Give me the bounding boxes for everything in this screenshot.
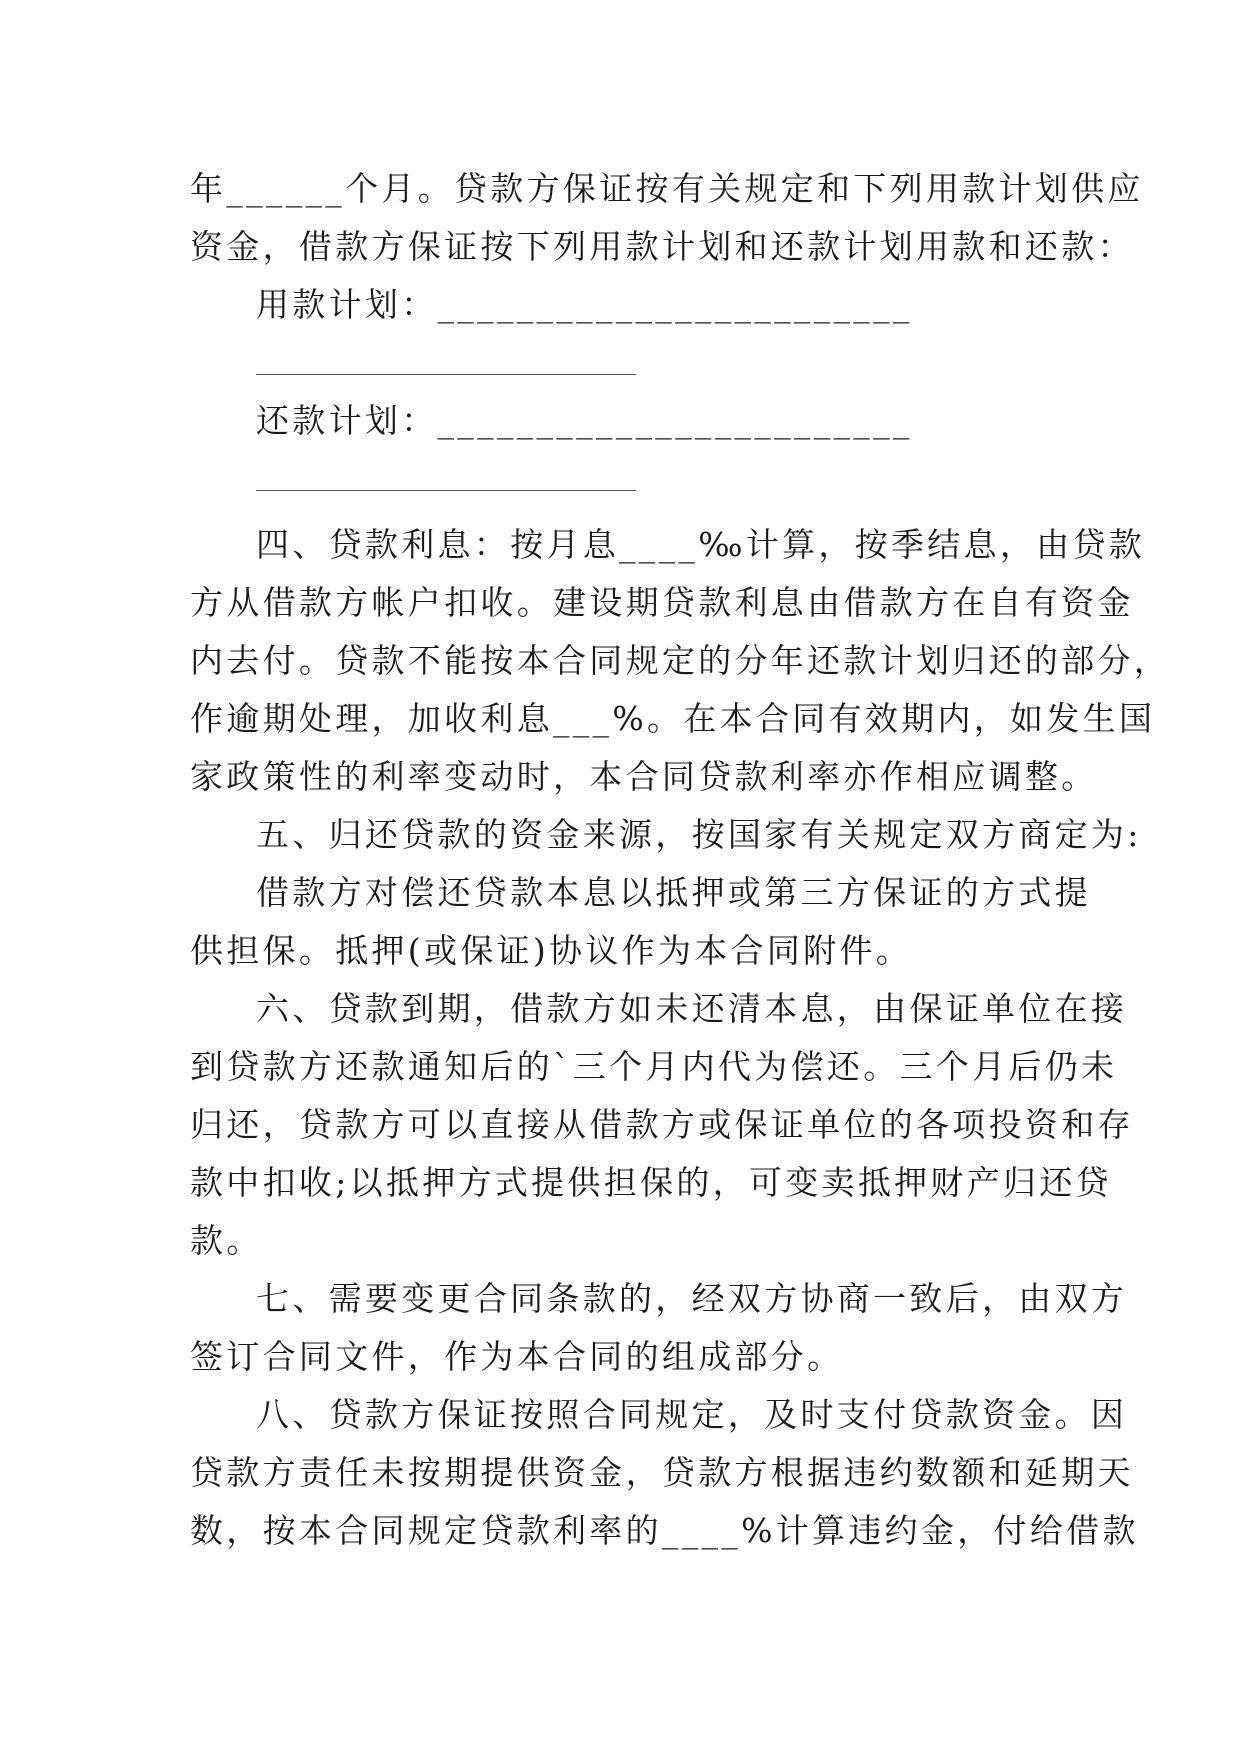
paragraph-line: 资金，借款方保证按下列用款计划和还款计划用款和还款： <box>190 227 1134 266</box>
paragraph-line: 款。 <box>190 1221 263 1260</box>
paragraph-line: 家政策性的利率变动时，本合同贷款利率亦作相应调整。 <box>190 757 1098 796</box>
section-6-line: 六、贷款到期，借款方如未还清本息，由保证单位在接 <box>256 989 1128 1028</box>
fill-in-rule <box>256 490 636 491</box>
paragraph-line: 签订合同文件，作为本合同的组成部分。 <box>190 1337 844 1376</box>
usage-plan-line: 用款计划：________________________ <box>256 285 913 324</box>
paragraph-line: 内去付。贷款不能按本合同规定的分年还款计划归还的部分， <box>190 641 1171 680</box>
spacer <box>190 508 1060 516</box>
paragraph-line: 年______个月。贷款方保证按有关规定和下列用款计划供应 <box>190 169 1144 208</box>
paragraph-line: 借款方对偿还贷款本息以抵押或第三方保证的方式提 <box>256 873 1091 912</box>
paragraph-line: 方从借款方帐户扣收。建设期贷款利息由借款方在自有资金 <box>190 583 1134 622</box>
paragraph-line: 归还，贷款方可以直接从借款方或保证单位的各项投资和存 <box>190 1105 1134 1144</box>
paragraph-line: 款中扣收;以抵押方式提供担保的，可变卖抵押财产归还贷 <box>190 1163 1112 1202</box>
fill-in-rule <box>256 374 636 375</box>
document-body <box>190 160 1171 1560</box>
usage-plan-blank <box>190 334 1060 392</box>
section-5-line: 五、归还贷款的资金来源，按国家有关规定双方商定为: <box>256 815 1142 854</box>
paragraph-line: 到贷款方还款通知后的`三个月内代为偿还。三个月后仍未 <box>190 1047 1118 1086</box>
section-7-line: 七、需要变更合同条款的，经双方协商一致后，由双方 <box>256 1279 1128 1318</box>
paragraph-line: 供担保。抵押(或保证)协议作为本合同附件。 <box>190 931 913 970</box>
paragraph-line: 作逾期处理，加收利息___%。在本合同有效期内，如发生国 <box>190 699 1156 738</box>
repayment-plan-line: 还款计划：________________________ <box>256 401 913 440</box>
section-8-line: 八、贷款方保证按照合同规定，及时支付贷款资金。因 <box>256 1395 1128 1434</box>
paragraph-line: 数，按本合同规定贷款利率的____%计算违约金，付给借款 <box>190 1511 1139 1550</box>
paragraph-line: 贷款方责任未按期提供资金，贷款方根据违约数额和延期天 <box>190 1453 1134 1492</box>
repayment-plan-blank <box>190 450 1060 508</box>
section-4-line: 四、贷款利息：按月息____‰计算，按季结息，由贷款 <box>256 525 1146 564</box>
